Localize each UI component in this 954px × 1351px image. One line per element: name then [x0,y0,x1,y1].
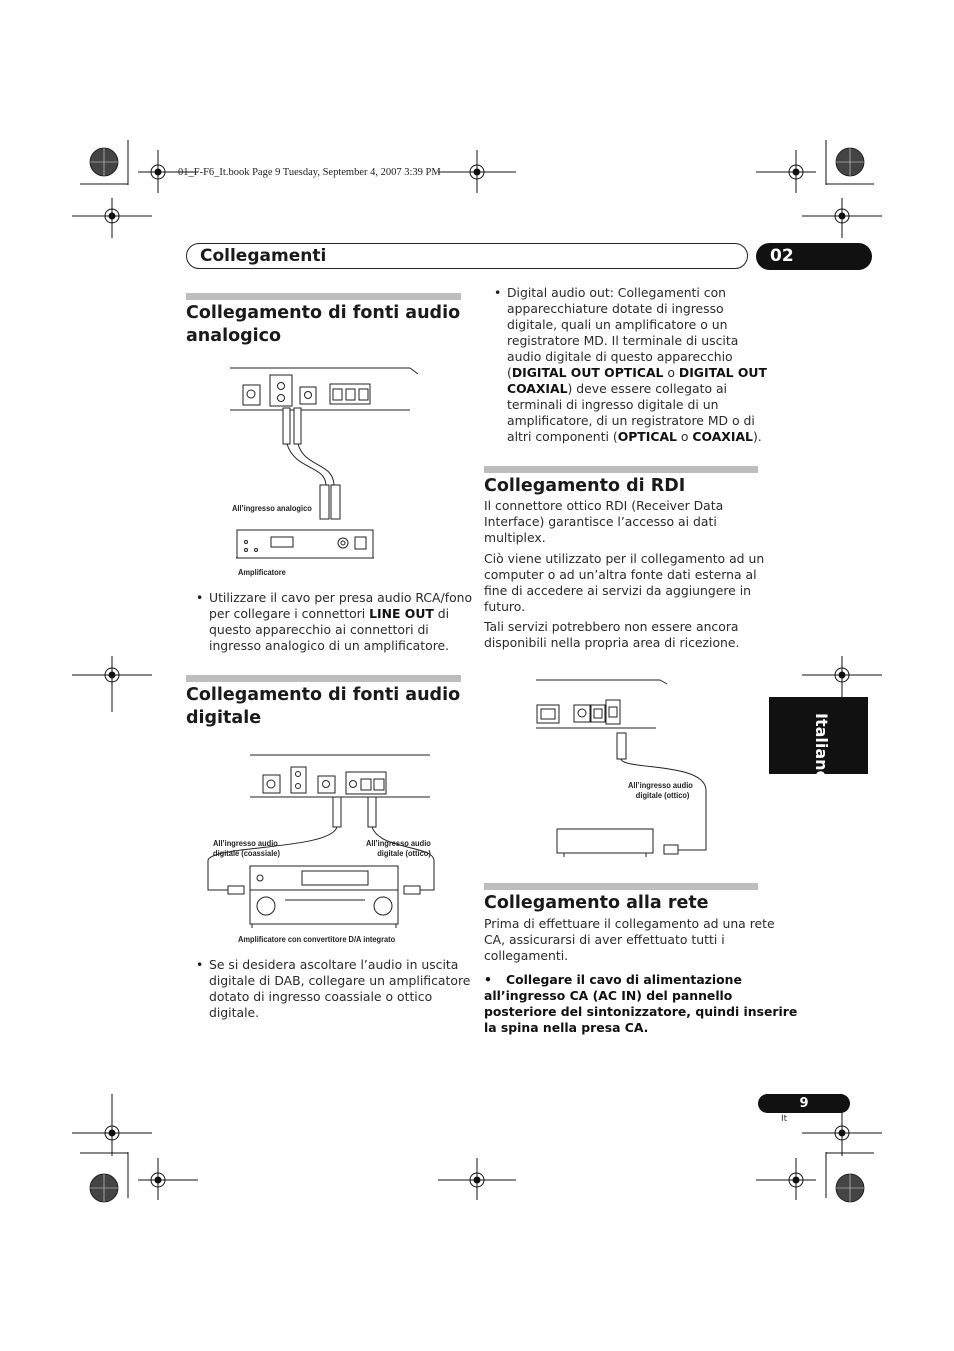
text-line: digitale di DAB, collegare un amplificatore [209,973,471,988]
text-line: ingresso analogico di un amplificatore. [209,638,450,653]
text-line: Se si desidera ascoltare l’audio in uscita [209,957,459,972]
text-line: apparecchiature dotate di ingresso [507,301,724,316]
label-line: digitale (ottico) [635,790,690,800]
bullet: • [484,972,492,987]
optical-label: OPTICAL [617,429,677,444]
label-line: All’ingresso audio [366,838,431,848]
text-span: o [663,365,679,380]
section-title-analog-line1: Collegamento di fonti audio [186,303,461,323]
rdi-optical-label [628,780,693,800]
text-line: la spina nella presa CA. [484,1020,649,1035]
text-span: di [433,606,450,621]
label-line: All’ingresso audio [628,780,693,790]
section-title-digital-line2: digitale [186,708,262,728]
text-span: altri componenti ( [507,429,618,444]
label-line: digitale (ottico) [377,848,431,858]
page-language: It [781,1114,788,1124]
text-line: Interface) garantisce l’accesso ai dati [484,514,717,529]
coaxial-label: COAXIAL [692,429,753,444]
text-line: Utilizzare il cavo per presa audio RCA/fono [209,590,473,605]
page-number: 9 [758,1094,850,1113]
text-line: futuro. [484,599,526,614]
text-span: ). [752,429,762,444]
bullet: • [494,285,502,300]
text-line: digitale, quali un amplificatore o un [507,317,728,332]
text-line: Il connettore ottico RDI (Receiver Data [484,498,724,513]
text-line: questo apparecchio ai connettori di [209,622,429,637]
section-rule-network [484,883,758,890]
text-line: CA, assicurarsi di aver effettuato tutti i [484,932,725,947]
analog-input-label: All’ingresso analogico [232,503,312,513]
language-tab-label: Italiano [812,713,831,782]
text-line: audio digitale di questo apparecchio [507,349,733,364]
text-line: amplificatore, di un registratore MD o di [507,413,755,428]
section-title-analog-line2: analogico [186,326,282,346]
text-line: fine di accedere ai servizi da aggiungere in [484,583,752,598]
text-span: per collegare i connettori [209,606,370,621]
text-line: computer o ad un’altra fonte dati esterna al [484,567,757,582]
bullet: • [196,590,204,605]
text-line: Tali servizi potrebbero non essere ancora [484,619,739,634]
text-line: Digital audio out: Collegamenti con [507,285,727,300]
text-line: all’ingresso CA (AC IN) del pannello [484,988,733,1003]
section-title-rdi: Collegamento di RDI [484,476,686,496]
network-paragraph [484,916,775,964]
bullet: • [196,957,204,972]
text-line: disponibili nella propria area di ricezione. [484,635,740,650]
amplifier-label: Amplificatore [238,567,286,577]
text-line: dotato di ingresso coassiale o ottico [209,989,433,1004]
text-line: Prima di effettuare il collegamento ad una rete [484,916,775,931]
text-span: ( [507,365,512,380]
text-line: multiplex. [484,530,546,545]
section-title-network: Collegamento alla rete [484,893,709,913]
text-line: terminali di ingresso digitale di un [507,397,719,412]
label-line: digitale (coassiale) [213,848,280,858]
text-line: collegamenti. [484,948,569,963]
text-line: Ciò viene utilizzato per il collegamento ad un [484,551,765,566]
chapter-title: Collegamenti [200,246,327,266]
text-span: o [676,429,693,444]
digital-out-optical-label: DIGITAL OUT OPTICAL [511,365,664,380]
text-line [484,972,797,988]
line-out-label: LINE OUT [369,606,434,621]
text-line: digitale. [209,1005,260,1020]
text-span: ) deve essere collegato ai [567,381,727,396]
text-span: Collegare il cavo di alimentazione [506,972,742,987]
chapter-number: 02 [756,243,872,270]
print-header: 01_F-F6_It.book Page 9 Tuesday, September 4, 2007 3:39 PM [178,167,441,178]
label-line: All’ingresso audio [213,838,278,848]
dac-amplifier-label: Amplificatore con convertitore D/A integrato [238,934,396,944]
digital-out-label: DIGITAL OUT [678,365,767,380]
coaxial-label: COAXIAL [507,381,568,396]
text-line: registratore MD. Il terminale di uscita [507,333,739,348]
text-line: posteriore del sintonizzatore, quindi inserire [484,1004,798,1019]
section-title-digital-line1: Collegamento di fonti audio [186,685,461,705]
network-instruction [484,972,797,1036]
